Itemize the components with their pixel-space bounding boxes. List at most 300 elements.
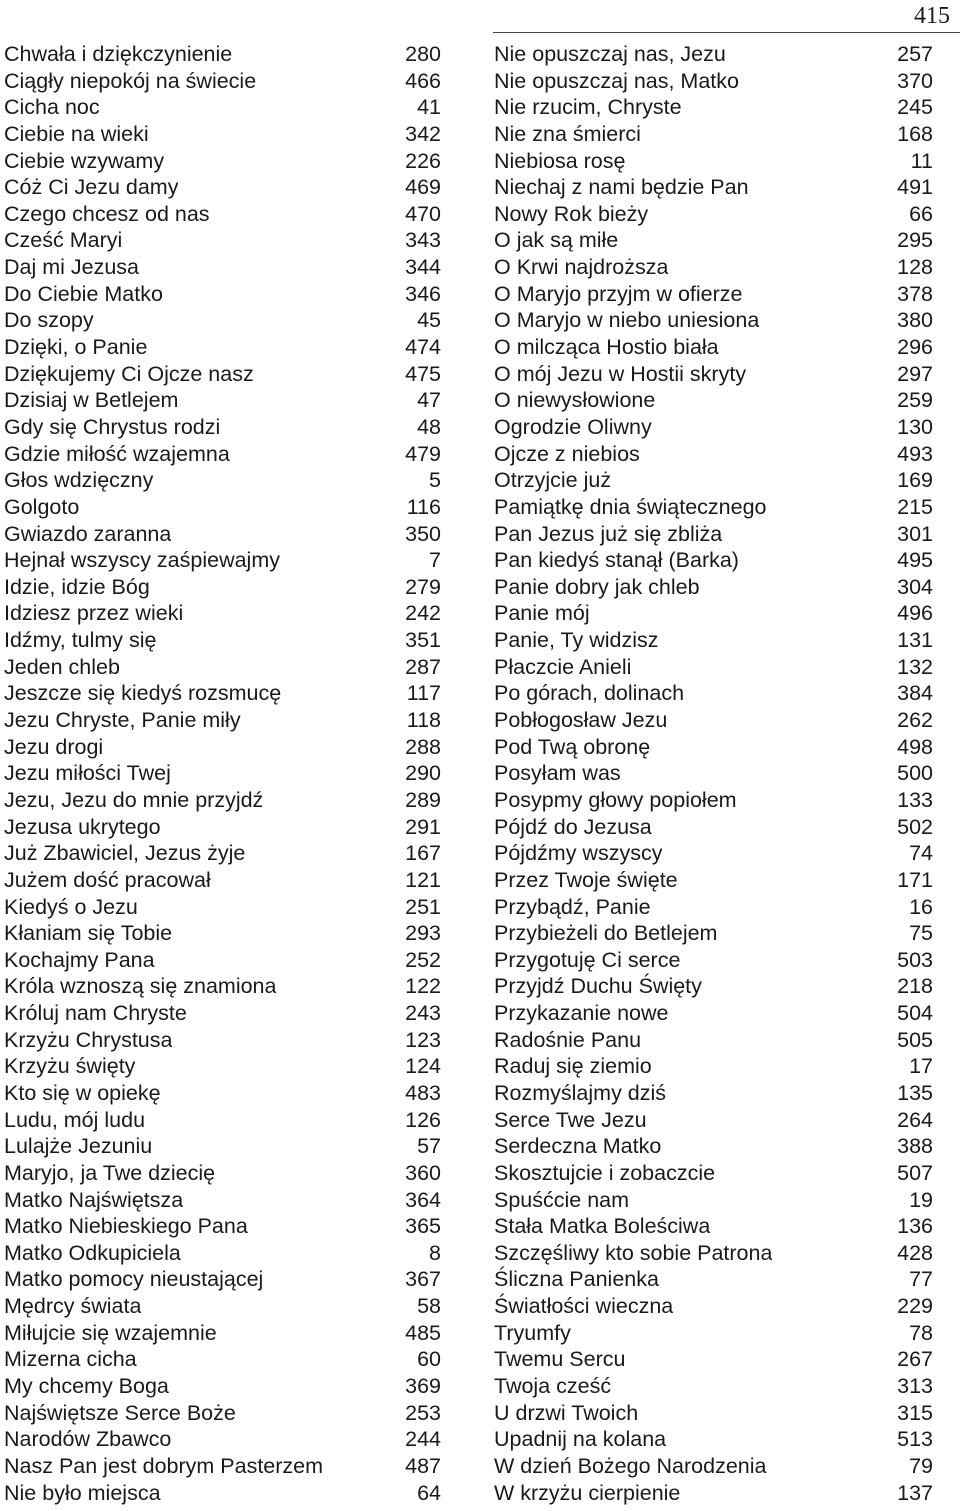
index-entry: [494, 521, 933, 548]
entry-title: O niewysłowione: [494, 388, 656, 413]
index-entry: [494, 254, 933, 281]
index-entry: [4, 1240, 441, 1267]
entry-page-number: 428: [897, 1240, 933, 1265]
index-entry: [494, 1453, 933, 1480]
index-entry: [4, 547, 441, 574]
entry-title: Śliczna Panienka: [494, 1267, 659, 1292]
entry-title: O jak są miłe: [494, 228, 619, 253]
entry-title: Przyjdź Duchu Święty: [494, 974, 702, 999]
entry-title: Gwiazdo zaranna: [4, 521, 172, 546]
entry-page-number: 245: [897, 95, 933, 120]
index-entry: [494, 1240, 933, 1267]
index-entry: [494, 1080, 933, 1107]
index-entry: [4, 760, 441, 787]
entry-page-number: 48: [417, 414, 441, 439]
index-entry: [494, 787, 933, 814]
entry-title: O Krwi najdroższa: [494, 255, 669, 280]
entry-page-number: 470: [405, 201, 441, 226]
entry-page-number: 290: [405, 761, 441, 786]
entry-title: Nie opuszczaj nas, Jezu: [494, 42, 726, 66]
entry-page-number: 242: [405, 601, 441, 626]
entry-page-number: 304: [897, 574, 933, 599]
entry-title: Jezu, Jezu do mnie przyjdź: [4, 787, 264, 812]
index-entry: [4, 1000, 441, 1027]
index-entry: [494, 814, 933, 841]
entry-title: Światłości wieczna: [494, 1294, 674, 1319]
entry-title: Pod Twą obronę: [494, 734, 651, 759]
entry-page-number: 117: [406, 681, 441, 706]
entry-title: Jużem dość pracował: [4, 867, 211, 892]
entry-page-number: 351: [405, 628, 441, 653]
entry-page-number: 128: [897, 255, 933, 280]
index-entry: [4, 973, 441, 1000]
entry-title: Raduj się ziemio: [494, 1054, 652, 1079]
entry-page-number: 5: [429, 468, 441, 493]
entry-title: Przybądź, Panie: [494, 894, 651, 919]
entry-page-number: 315: [897, 1400, 933, 1425]
entry-title: Cicha noc: [4, 95, 100, 120]
entry-page-number: 367: [405, 1267, 441, 1292]
entry-title: Już Zbawiciel, Jezus żyje: [4, 841, 246, 866]
entry-page-number: 288: [405, 734, 441, 759]
index-entry: [4, 1320, 441, 1347]
entry-page-number: 243: [405, 1001, 441, 1026]
index-entry: [4, 41, 441, 68]
entry-title: Idzie, idzie Bóg: [4, 574, 150, 599]
index-entry: [4, 600, 441, 627]
index-entry: [494, 680, 933, 707]
entry-title: Gdy się Chrystus rodzi: [4, 414, 221, 439]
entry-title: Chwała i dziękczynienie: [4, 42, 233, 66]
index-entry: [494, 867, 933, 894]
index-entry: [4, 1266, 441, 1293]
index-entry: [4, 920, 441, 947]
index-entry: [494, 148, 933, 175]
entry-title: Maryjo, ja Twe dziecię: [4, 1160, 216, 1185]
entry-page-number: 346: [405, 281, 441, 306]
entry-page-number: 491: [897, 175, 933, 200]
index-entry: [4, 1187, 441, 1214]
entry-title: Niebiosa rosę: [494, 148, 626, 173]
entry-title: Dzięki, o Panie: [4, 335, 148, 360]
entry-page-number: 350: [405, 521, 441, 546]
index-entry: [4, 1107, 441, 1134]
entry-title: Pobłogosław Jezu: [494, 708, 668, 733]
index-entry: [494, 600, 933, 627]
entry-title: Głos wdzięczny: [4, 468, 154, 493]
entry-page-number: 60: [417, 1347, 441, 1372]
entry-title: Pójdźmy wszyscy: [494, 841, 663, 866]
entry-page-number: 121: [405, 867, 441, 892]
entry-page-number: 503: [897, 947, 933, 972]
entry-page-number: 513: [897, 1427, 933, 1452]
entry-title: Matko Odkupiciela: [4, 1240, 181, 1265]
entry-page-number: 169: [897, 468, 933, 493]
entry-page-number: 505: [897, 1027, 933, 1052]
entry-page-number: 131: [897, 628, 933, 653]
entry-page-number: 132: [897, 654, 933, 679]
entry-title: Matko Najświętsza: [4, 1187, 184, 1212]
entry-page-number: 123: [405, 1027, 441, 1052]
index-entry: [4, 334, 441, 361]
index-entry: [494, 1107, 933, 1134]
index-entry: [494, 467, 933, 494]
index-entry: [4, 414, 441, 441]
index-entry: [494, 1213, 933, 1240]
entry-title: Dziękujemy Ci Ojcze nasz: [4, 361, 254, 386]
index-entry: [494, 1160, 933, 1187]
entry-page-number: 500: [897, 761, 933, 786]
entry-title: Mędrcy świata: [4, 1294, 142, 1319]
index-entry: [494, 547, 933, 574]
entry-title: Przygotuję Ci serce: [494, 947, 681, 972]
index-entry: [4, 174, 441, 201]
entry-page-number: 75: [909, 921, 933, 946]
entry-page-number: 360: [405, 1160, 441, 1185]
index-entry: [494, 707, 933, 734]
entry-page-number: 313: [897, 1374, 933, 1399]
entry-page-number: 257: [897, 42, 933, 66]
entry-title: Nie zna śmierci: [494, 121, 641, 146]
entry-title: Krzyżu Chrystusa: [4, 1027, 173, 1052]
entry-page-number: 167: [405, 841, 441, 866]
index-entry: [494, 840, 933, 867]
entry-page-number: 466: [405, 68, 441, 93]
entry-page-number: 291: [405, 814, 441, 839]
entry-page-number: 388: [897, 1134, 933, 1159]
index-entry: [494, 760, 933, 787]
entry-page-number: 483: [405, 1080, 441, 1105]
index-entry: [494, 1027, 933, 1054]
index-entry: [4, 281, 441, 308]
index-entry: [4, 1453, 441, 1480]
entry-title: Płaczcie Anieli: [494, 654, 632, 679]
entry-page-number: 17: [909, 1054, 933, 1079]
entry-title: Otrzyjcie już: [494, 468, 612, 493]
entry-title: Po górach, dolinach: [494, 681, 685, 706]
entry-title: Przybieżeli do Betlejem: [494, 921, 718, 946]
index-entry: [4, 840, 441, 867]
entry-title: Pan kiedyś stanął (Barka): [494, 548, 739, 573]
index-entry: [494, 494, 933, 521]
entry-page-number: 135: [897, 1080, 933, 1105]
entry-title: My chcemy Boga: [4, 1374, 169, 1399]
index-entry: [4, 68, 441, 95]
entry-title: Do Ciebie Matko: [4, 281, 163, 306]
index-entry: [494, 973, 933, 1000]
entry-title: Twoja cześć: [494, 1374, 612, 1399]
entry-title: Idźmy, tulmy się: [4, 628, 157, 653]
entry-page-number: 267: [897, 1347, 933, 1372]
entry-title: Posypmy głowy popiołem: [494, 787, 737, 812]
index-entry: [4, 467, 441, 494]
index-entry: [4, 1373, 441, 1400]
index-entry: [4, 1160, 441, 1187]
entry-title: Matko Niebieskiego Pana: [4, 1214, 248, 1239]
index-entry: [494, 94, 933, 121]
index-entry: [494, 414, 933, 441]
entry-title: Jezusa ukrytego: [4, 814, 161, 839]
entry-title: Panie, Ty widzisz: [494, 628, 659, 653]
index-entry: [494, 121, 933, 148]
entry-title: Spuśćcie nam: [494, 1187, 630, 1212]
entry-page-number: 262: [897, 708, 933, 733]
entry-page-number: 137: [897, 1480, 933, 1505]
entry-title: Cześć Maryi: [4, 228, 123, 253]
entry-page-number: 16: [909, 894, 933, 919]
entry-page-number: 474: [405, 335, 441, 360]
entry-title: O Maryjo w niebo uniesiona: [494, 308, 760, 333]
index-entry: [494, 894, 933, 921]
page-number: 415: [914, 3, 950, 29]
entry-title: Ciebie na wieki: [4, 121, 149, 146]
index-entry: [494, 1000, 933, 1027]
index-entry: [494, 1400, 933, 1427]
index-entry: [4, 1293, 441, 1320]
entry-title: Stała Matka Boleściwa: [494, 1214, 711, 1239]
entry-title: Krzyżu święty: [4, 1054, 136, 1079]
entry-page-number: 45: [417, 308, 441, 333]
entry-title: Golgoto: [4, 494, 80, 519]
entry-title: W krzyżu cierpienie: [494, 1480, 681, 1505]
index-entry: [4, 787, 441, 814]
entry-page-number: 493: [897, 441, 933, 466]
index-entry: [494, 627, 933, 654]
entry-page-number: 116: [406, 494, 441, 519]
entry-page-number: 279: [405, 574, 441, 599]
entry-title: Ojcze z niebios: [494, 441, 640, 466]
index-entry: [494, 734, 933, 761]
index-entry: [494, 1266, 933, 1293]
entry-title: Jeden chleb: [4, 654, 120, 679]
index-entry: [494, 361, 933, 388]
entry-title: Cóż Ci Jezu damy: [4, 175, 179, 200]
entry-page-number: 370: [897, 68, 933, 93]
entry-title: Gdzie miłość wzajemna: [4, 441, 230, 466]
entry-page-number: 365: [405, 1214, 441, 1239]
entry-page-number: 118: [406, 708, 441, 733]
entry-page-number: 502: [897, 814, 933, 839]
entry-title: Czego chcesz od nas: [4, 201, 210, 226]
entry-page-number: 296: [897, 335, 933, 360]
entry-title: Skosztujcie i zobaczcie: [494, 1160, 716, 1185]
entry-page-number: 19: [909, 1187, 933, 1212]
index-entry: [4, 627, 441, 654]
entry-page-number: 479: [405, 441, 441, 466]
index-entry: [494, 201, 933, 228]
entry-title: Ludu, mój ludu: [4, 1107, 146, 1132]
entry-page-number: 344: [405, 255, 441, 280]
entry-page-number: 215: [897, 494, 933, 519]
index-entry: [494, 1133, 933, 1160]
index-entry: [4, 947, 441, 974]
entry-page-number: 79: [909, 1453, 933, 1478]
header-rule: [493, 32, 960, 33]
entry-title: O mój Jezu w Hostii skryty: [494, 361, 747, 386]
entry-page-number: 8: [429, 1240, 441, 1265]
entry-page-number: 77: [909, 1267, 933, 1292]
entry-title: Króluj nam Chryste: [4, 1001, 187, 1026]
entry-title: Serdeczna Matko: [494, 1134, 662, 1159]
entry-title: Pamiątkę dnia świątecznego: [494, 494, 767, 519]
entry-page-number: 343: [405, 228, 441, 253]
entry-page-number: 168: [897, 121, 933, 146]
entry-title: Jezu Chryste, Panie miły: [4, 708, 241, 733]
entry-page-number: 251: [405, 894, 441, 919]
entry-page-number: 66: [909, 201, 933, 226]
entry-title: Narodów Zbawco: [4, 1427, 172, 1452]
entry-title: Do szopy: [4, 308, 94, 333]
entry-title: Kłaniam się Tobie: [4, 921, 173, 946]
index-entry: [4, 814, 441, 841]
index-entry: [494, 387, 933, 414]
entry-title: Serce Twe Jezu: [494, 1107, 647, 1132]
entry-title: Twemu Sercu: [494, 1347, 626, 1372]
index-entry: [4, 1080, 441, 1107]
index-entry: [4, 1213, 441, 1240]
index-entry: [494, 1293, 933, 1320]
entry-page-number: 280: [405, 42, 441, 66]
index-entry: [4, 1027, 441, 1054]
entry-page-number: 252: [405, 947, 441, 972]
entry-title: Szczęśliwy kto sobie Patrona: [494, 1240, 773, 1265]
index-entry: [494, 441, 933, 468]
entry-page-number: 7: [429, 548, 441, 573]
entry-title: Tryumfy: [494, 1320, 571, 1345]
index-entry: [4, 521, 441, 548]
entry-page-number: 58: [417, 1294, 441, 1319]
index-entry: [494, 68, 933, 95]
index-entry: [494, 307, 933, 334]
index-entry: [494, 947, 933, 974]
entry-title: Nasz Pan jest dobrym Pasterzem: [4, 1453, 324, 1478]
entry-page-number: 364: [405, 1187, 441, 1212]
entry-page-number: 384: [897, 681, 933, 706]
entry-title: U drzwi Twoich: [494, 1400, 639, 1425]
index-entry: [4, 201, 441, 228]
entry-title: Nie rzucim, Chryste: [494, 95, 682, 120]
entry-page-number: 57: [417, 1134, 441, 1159]
index-entry: [494, 574, 933, 601]
entry-title: Przykazanie nowe: [494, 1001, 669, 1026]
entry-title: Rozmyślajmy dziś: [494, 1080, 667, 1105]
entry-page-number: 64: [417, 1480, 441, 1505]
entry-title: Niechaj z nami będzie Pan: [494, 175, 749, 200]
entry-title: W dzień Bożego Narodzenia: [494, 1453, 767, 1478]
index-entry: [4, 441, 441, 468]
entry-title: Najświętsze Serce Boże: [4, 1400, 236, 1425]
index-entry: [494, 41, 933, 68]
index-entry: [4, 1053, 441, 1080]
index-column-right: [494, 41, 933, 1506]
entry-title: Jezu drogi: [4, 734, 104, 759]
index-entry: [494, 334, 933, 361]
entry-title: Mizerna cicha: [4, 1347, 137, 1372]
index-entry: [494, 1320, 933, 1347]
index-entry: [4, 707, 441, 734]
entry-page-number: 226: [405, 148, 441, 173]
entry-title: Posyłam was: [494, 761, 621, 786]
index-entry: [4, 894, 441, 921]
entry-page-number: 495: [897, 548, 933, 573]
index-entry: [494, 1373, 933, 1400]
index-entry: [4, 1133, 441, 1160]
entry-page-number: 78: [909, 1320, 933, 1345]
entry-page-number: 171: [897, 867, 933, 892]
entry-page-number: 244: [405, 1427, 441, 1452]
index-entry: [4, 734, 441, 761]
index-column-left: [4, 41, 441, 1506]
entry-page-number: 289: [405, 787, 441, 812]
index-entry: [4, 121, 441, 148]
entry-page-number: 126: [405, 1107, 441, 1132]
index-entry: [494, 920, 933, 947]
entry-title: Pójdź do Jezusa: [494, 814, 652, 839]
index-entry: [4, 1480, 441, 1507]
entry-title: O Maryjo przyjm w ofierze: [494, 281, 743, 306]
entry-page-number: 295: [897, 228, 933, 253]
entry-page-number: 41: [417, 95, 441, 120]
index-entry: [4, 654, 441, 681]
entry-page-number: 130: [897, 414, 933, 439]
entry-page-number: 136: [897, 1214, 933, 1239]
entry-title: Przez Twoje święte: [494, 867, 678, 892]
entry-title: Hejnał wszyscy zaśpiewajmy: [4, 548, 280, 573]
index-entry: [4, 227, 441, 254]
index-entry: [494, 654, 933, 681]
index-entry: [4, 1426, 441, 1453]
entry-page-number: 380: [897, 308, 933, 333]
entry-page-number: 264: [897, 1107, 933, 1132]
entry-page-number: 342: [405, 121, 441, 146]
index-entry: [4, 494, 441, 521]
index-entry: [494, 174, 933, 201]
entry-page-number: 259: [897, 388, 933, 413]
entry-page-number: 293: [405, 921, 441, 946]
index-entry: [4, 387, 441, 414]
index-entry: [494, 1187, 933, 1214]
entry-title: O milcząca Hostio biała: [494, 335, 719, 360]
entry-title: Króla wznoszą się znamiona: [4, 974, 277, 999]
entry-title: Nowy Rok bieży: [494, 201, 649, 226]
entry-title: Upadnij na kolana: [494, 1427, 667, 1452]
index-entry: [494, 281, 933, 308]
index-entry: [4, 307, 441, 334]
entry-page-number: 301: [897, 521, 933, 546]
entry-page-number: 297: [897, 361, 933, 386]
index-entry: [4, 1346, 441, 1373]
index-entry: [4, 574, 441, 601]
entry-page-number: 369: [405, 1374, 441, 1399]
index-entry: [4, 1400, 441, 1427]
entry-page-number: 469: [405, 175, 441, 200]
entry-title: Panie dobry jak chleb: [494, 574, 700, 599]
entry-title: Dzisiaj w Betlejem: [4, 388, 179, 413]
entry-page-number: 498: [897, 734, 933, 759]
index-entry: [494, 1346, 933, 1373]
entry-page-number: 507: [897, 1160, 933, 1185]
entry-title: Kiedyś o Jezu: [4, 894, 138, 919]
entry-page-number: 47: [417, 388, 441, 413]
entry-title: Ogrodzie Oliwny: [494, 414, 652, 439]
entry-title: Panie mój: [494, 601, 590, 626]
entry-page-number: 504: [897, 1001, 933, 1026]
entry-title: Daj mi Jezusa: [4, 255, 140, 280]
entry-page-number: 218: [897, 974, 933, 999]
entry-title: Kto się w opiekę: [4, 1080, 161, 1105]
entry-title: Jezu miłości Twej: [4, 761, 171, 786]
index-entry: [4, 254, 441, 281]
